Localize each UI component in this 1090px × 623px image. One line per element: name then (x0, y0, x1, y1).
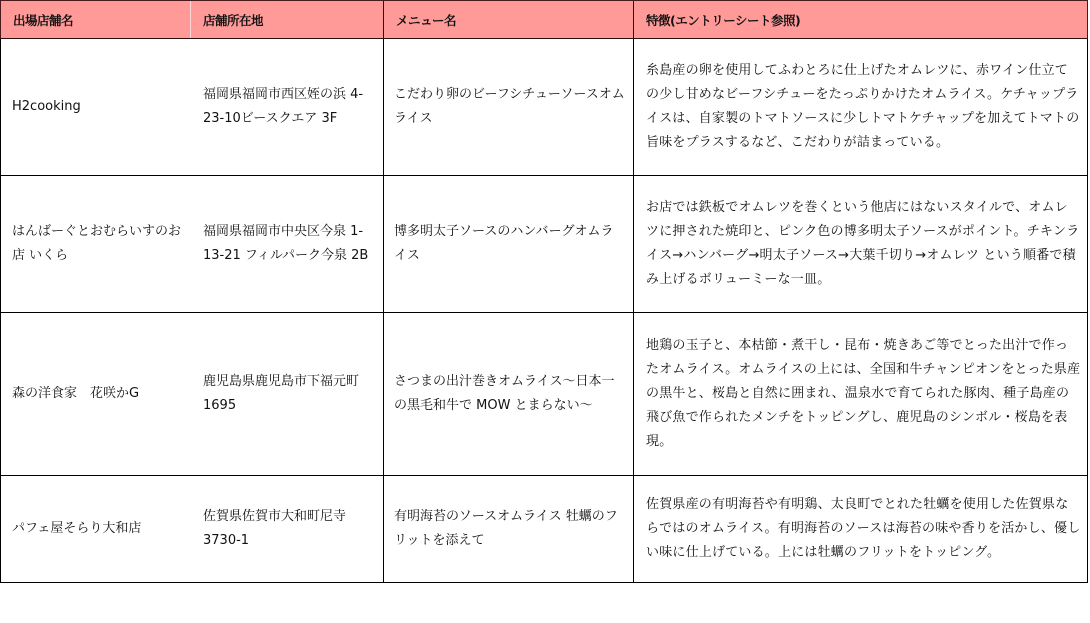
store-name-cell: パフェ屋そらり大和店 (12, 521, 142, 536)
table-row (0, 39, 1088, 176)
store-name-cell: H2cooking (12, 99, 81, 114)
table-row (0, 476, 1088, 583)
menu-cell: さつまの出汁巻きオムライス～日本一の黒毛和牛で MOW とまらない～ (384, 313, 634, 475)
store-name-cell: 森の洋食家 花咲かG (12, 386, 140, 401)
address-cell: 福岡県福岡市西区姪の浜 4-23-10ビースクエア 3F (191, 39, 384, 175)
header-features: 特徴(エントリーシート参照) (646, 12, 801, 28)
features-cell: 佐賀県産の有明海苔や有明鶏、太良町でとれた牡蠣を使用した佐賀県ならではのオムライス。有明海苔のソースは海苔の味や香りを活かし、優しい味に仕上げている。上には牡蠣のフリットをトッピング。 (646, 497, 1081, 560)
header-store-name: 出場店舗名 (1, 1, 191, 38)
features-cell: 地鶏の玉子と、本枯節・煮干し・昆布・焼きあご等でとった出汁で作ったオムライス。オムライスの上には、全国和牛チャンピオンをとった県産の黒牛と、桜島と自然に囲まれ、温泉水で育てられた豚肉、種子島産の飛び魚で作られたメンチをトッピングし、鹿児島のシンボル・桜島を表現。 (646, 338, 1081, 449)
menu-cell: こだわり卵のビーフシチューソースオムライス (384, 39, 634, 175)
menu-cell: 有明海苔のソースオムライス 牡蠣のフリットを添えて (384, 476, 634, 582)
address-cell: 佐賀県佐賀市大和町尼寺 3730-1 (191, 476, 384, 582)
address-cell: 福岡県福岡市中央区今泉 1-13-21 フィルパーク今泉 2B (191, 176, 384, 312)
header-store-address: 店舗所在地 (191, 1, 384, 38)
table-row (0, 176, 1088, 313)
store-name-cell: はんばーぐとおむらいすのお店 いくら (12, 224, 182, 263)
features-cell: 糸島産の卵を使用してふわとろに仕上げたオムレツに、赤ワイン仕立ての少し甘めなビーフシチューをたっぷりかけたオムライス。ケチャップライスは、自家製のトマトソースに少しトマトケチャップを加えてトマトの旨味をプラスするなど、こだわりが詰まっている。 (646, 63, 1080, 150)
features-cell: お店では鉄板でオムレツを巻くという他店にはないスタイルで、オムレツに押された焼印と、ピンク色の博多明太子ソースがポイント。チキンライス→ハンバーグ→明太子ソース→大葉千切り→オムレツ という順番で積み上げるボリューミーな一皿。 (646, 200, 1080, 287)
table-header-row (0, 0, 1088, 39)
header-menu-name: メニュー名 (384, 1, 634, 38)
table-row (0, 313, 1088, 476)
menu-cell: 博多明太子ソースのハンバーグオムライス (384, 176, 634, 312)
address-cell: 鹿児島県鹿児島市下福元町 1695 (191, 313, 384, 475)
